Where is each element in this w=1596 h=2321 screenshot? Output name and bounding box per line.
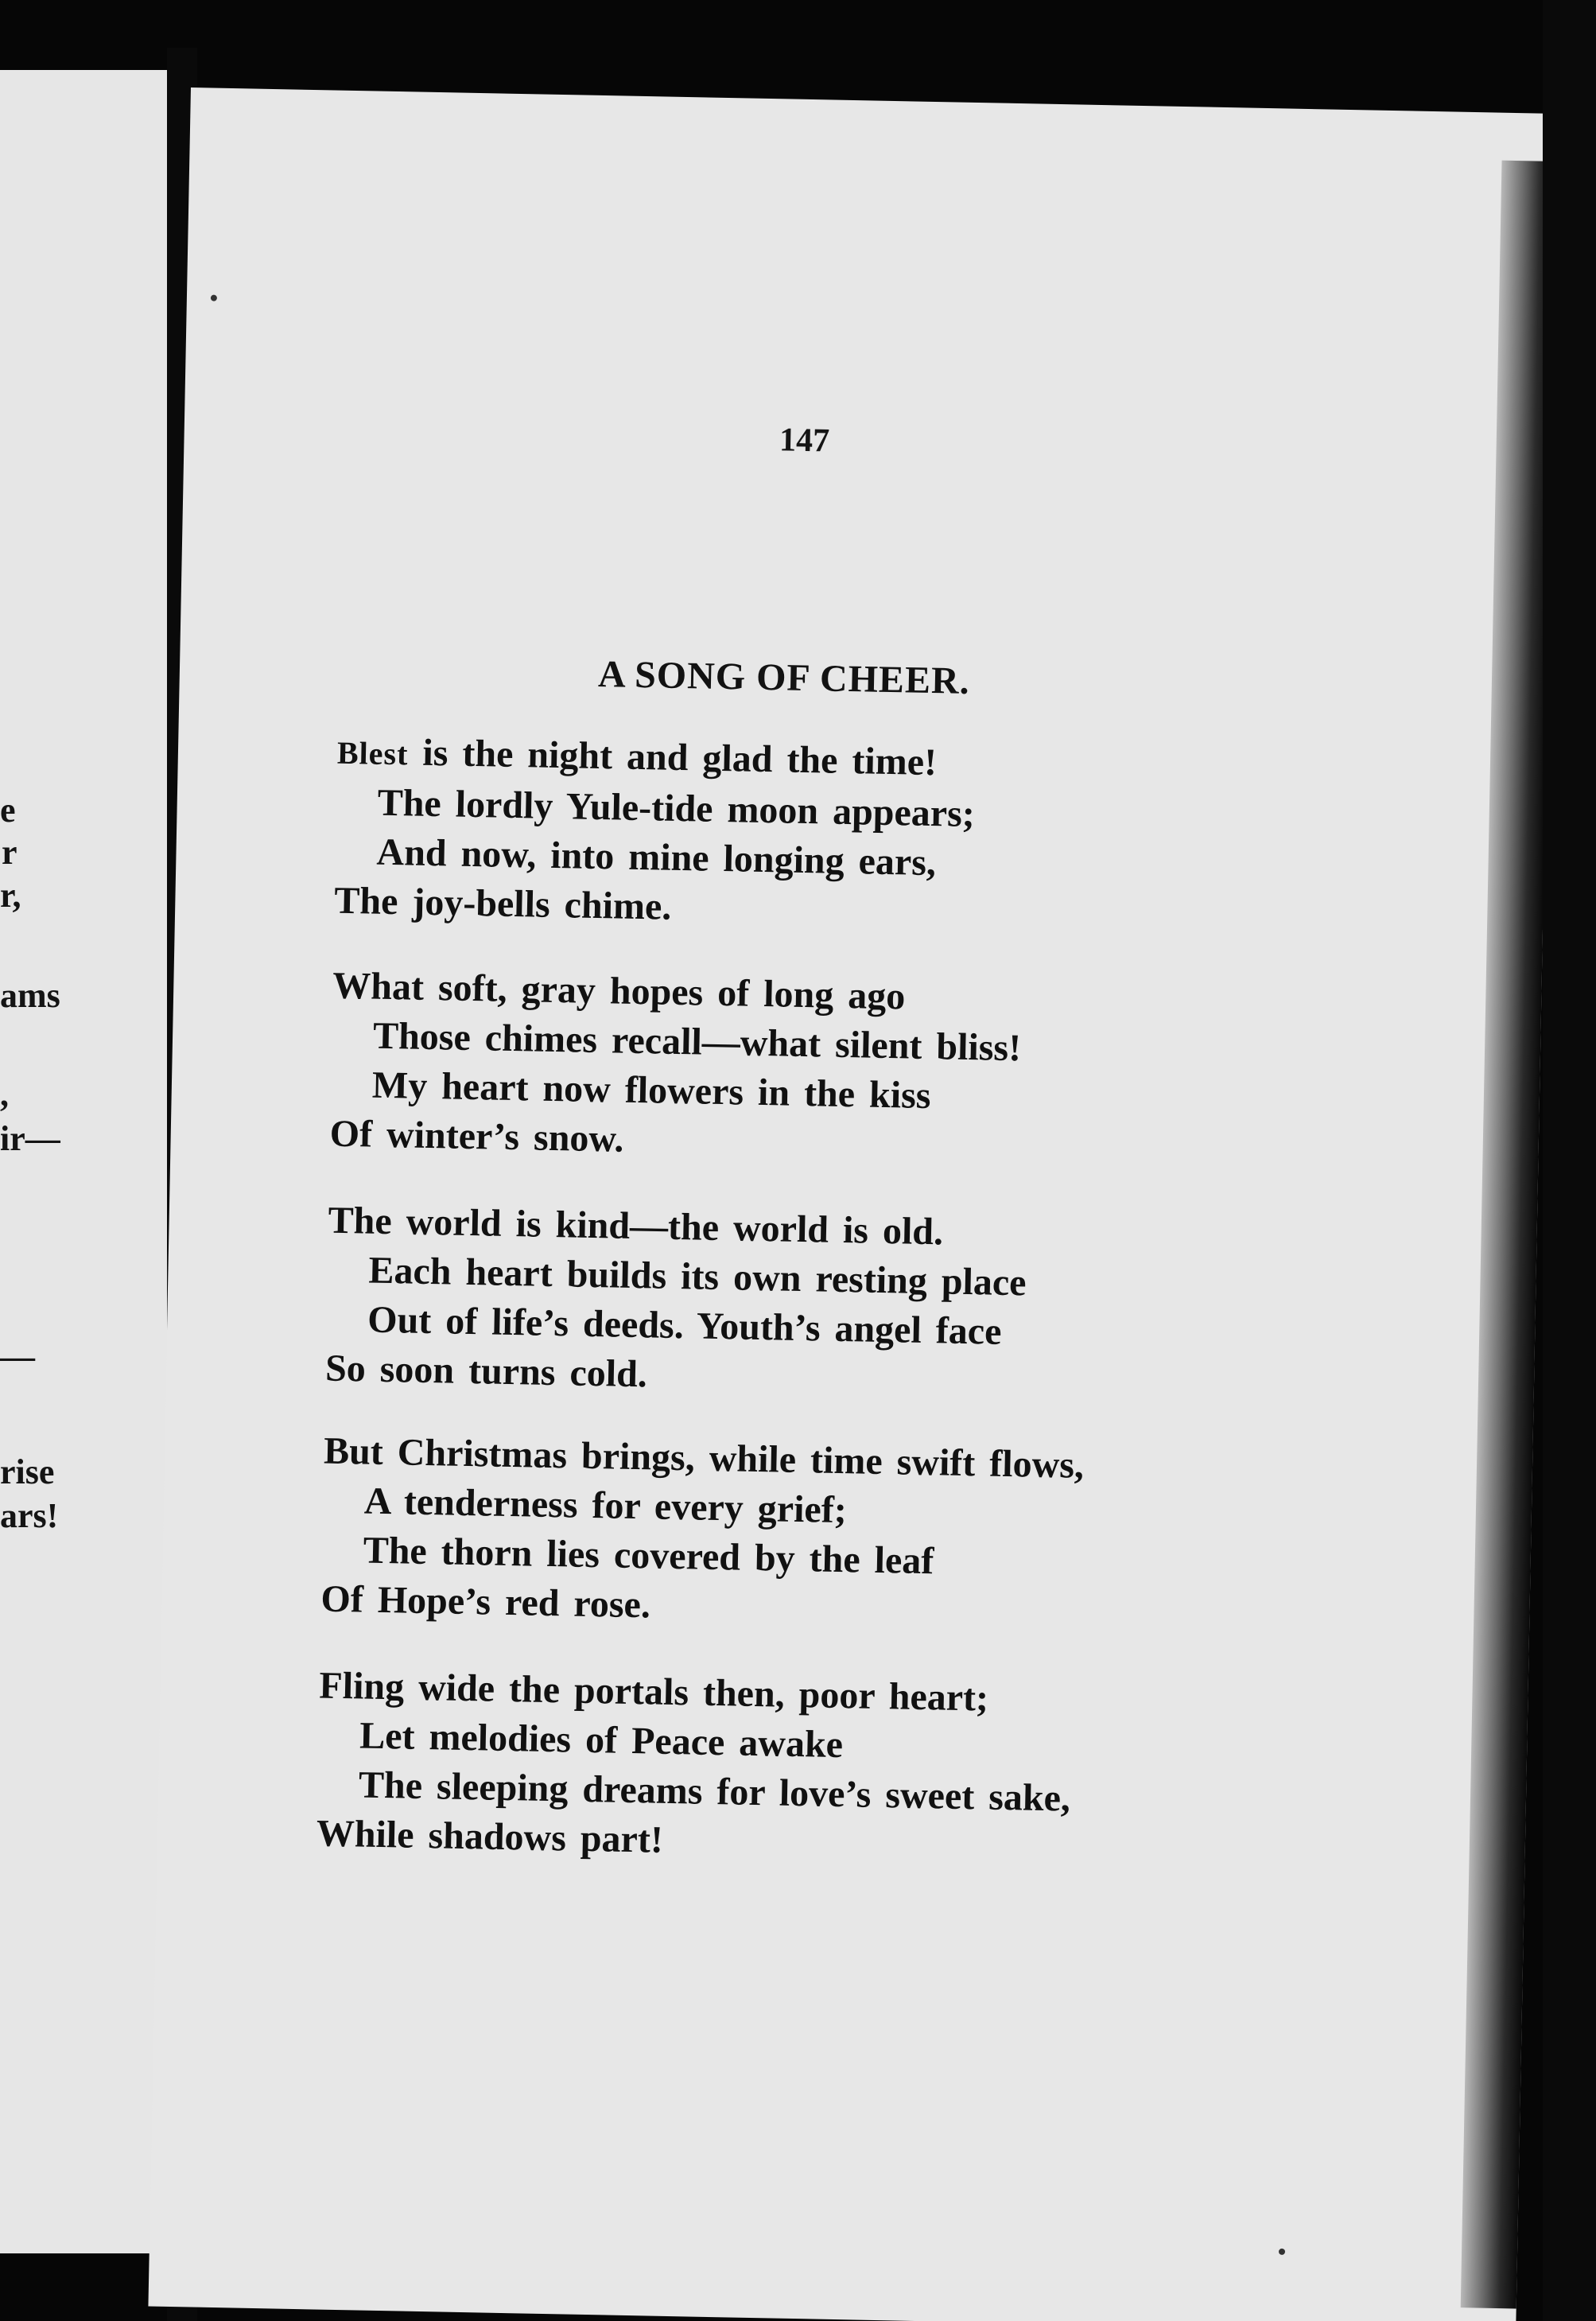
poem-line: Of Hope’s red rose.	[320, 1577, 651, 1627]
poem-line: Of winter’s snow.	[329, 1112, 624, 1160]
left-page-fragment: ir—	[0, 1119, 60, 1158]
left-page-fragment: ars!	[0, 1496, 59, 1535]
page-number: 147	[779, 422, 830, 460]
left-page-fragment: e	[0, 791, 16, 830]
left-page-fragment: —	[0, 1337, 35, 1376]
poem-line: The world is kind—the world is old.	[328, 1199, 944, 1254]
poem-line: The joy-bells chime.	[333, 879, 672, 928]
poem-line: Blest is the night and glad the time!	[336, 731, 938, 784]
poem-line: Out of life’s deeds. Youth’s angel face	[367, 1298, 1002, 1353]
small-caps-first-word: Blest	[336, 734, 409, 772]
left-page-fragment: r,	[0, 876, 21, 915]
left-page-fragment: rise	[0, 1452, 55, 1491]
scan-border	[1543, 0, 1596, 2321]
stanza-2	[329, 962, 1248, 1176]
stanza-5	[316, 1661, 1234, 1876]
poem-line: The lordly Yule-tide moon appears;	[377, 781, 976, 836]
speck	[211, 295, 217, 301]
left-page-fragment: ams	[0, 976, 60, 1015]
poem-line: Fling wide the portals then, poor heart;	[318, 1664, 989, 1720]
speck	[1279, 2249, 1285, 2255]
left-page-fragment: r	[2, 833, 17, 872]
poem-line: My heart now flowers in the kiss	[371, 1063, 931, 1118]
poem-line: Each heart builds its own resting place	[367, 1249, 1027, 1304]
poem-line: What soft, gray hopes of long ago	[332, 964, 906, 1018]
poem-title: A SONG OF CHEER.	[597, 652, 971, 702]
stanza-1	[334, 727, 1252, 943]
previous-page-edge	[0, 70, 167, 2253]
stanza-4	[320, 1427, 1239, 1642]
poem-line: The sleeping dreams for love’s sweet sake,	[358, 1763, 1071, 1820]
poem-line: The thorn lies covered by the leaf	[363, 1529, 934, 1583]
poem-line: Those chimes recall—what silent bliss!	[372, 1014, 1022, 1070]
poem-line: A tenderness for every grief;	[363, 1479, 848, 1532]
poem-line: Let melodies of Peace awake	[359, 1714, 844, 1767]
stanza-3	[325, 1196, 1244, 1411]
left-page-fragment: ,	[0, 1075, 9, 1114]
poem-line: So soon turns cold.	[324, 1347, 648, 1396]
poem-line: While shadows part!	[316, 1812, 664, 1861]
poem-line: But Christmas brings, while time swift flows,	[323, 1429, 1085, 1487]
book-page	[148, 87, 1558, 2321]
poem-line: And now, into mine longing ears,	[376, 830, 937, 884]
